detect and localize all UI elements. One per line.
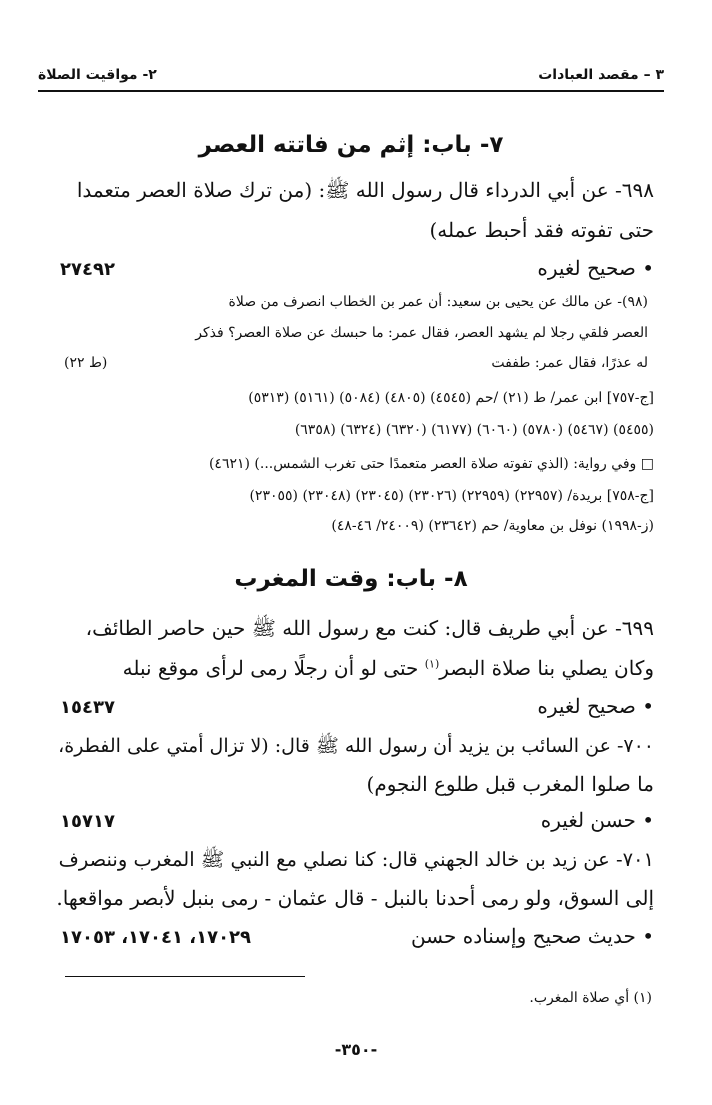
hadith-701-line-2: إلى السوق، ولو رمى أحدنا بالنبل - قال عثمان - رمى بنبل لأبصر مواقعها. [56, 886, 654, 910]
note-98-line-2: العصر فلقي رجلا لم يشهد العصر، فقال عمر: ما حبسك عن صلاة العصر؟ فذكر [195, 325, 648, 341]
note-98-ref: (ط ٢٢) [64, 355, 108, 371]
hadith-698-line-1: ٦٩٨- عن أبي الدرداء قال رسول الله ﷺ: (من ترك صلاة العصر متعمدا [76, 178, 654, 202]
note-98-text: له عذرًا، فقال عمر: طففت [491, 355, 648, 371]
hadith-698-line-2: حتى تفوته فقد أحبط عمله) [429, 218, 654, 242]
hadith-699-grade-row [60, 694, 654, 718]
hadith-700-number: ١٥٧١٧ [60, 811, 115, 832]
header-divider [38, 90, 664, 92]
hadith-699-number: ١٥٤٣٧ [60, 697, 115, 718]
hadith-701-grade-row [60, 924, 654, 948]
header-chapter: ٢- مواقيت الصلاة [38, 67, 157, 83]
hadith-699-line-2a: وكان يصلي بنا صلاة البصر [439, 656, 654, 680]
hadith-699-grade: • صحيح لغيره [537, 694, 654, 718]
hadith-701-line-1: ٧٠١- عن زيد بن خالد الجهني قال: كنا نصلي مع النبي ﷺ المغرب وننصرف [58, 848, 654, 871]
note-98-line-1: (٩٨)- عن مالك عن يحيى بن سعيد: أن عمر بن الخطاب انصرف من صلاة [228, 294, 648, 310]
page-number: -٣٥٠- [334, 1040, 378, 1059]
hadith-698-grade-row [60, 256, 654, 280]
hadith-700-grade-row [60, 808, 654, 832]
hadith-700-grade: • حسن لغيره [540, 808, 654, 832]
variant-narration: □ وفي رواية: (الذي تفوته صلاة العصر متعمدًا حتى تغرب الشمس...) (٤٦٢١) [208, 456, 654, 472]
hadith-699-line-1: ٦٩٩- عن أبي طريف قال: كنت مع رسول الله ﷺ حين حاصر الطائف، [85, 616, 654, 640]
header-book-part: ٣ – مقصد العبادات [538, 67, 664, 83]
running-header [38, 62, 664, 88]
refs-757-line-2: (٥٤٥٥) (٥٤٦٧) (٥٧٨٠) (٦٠٦٠) (٦١٧٧) (٦٣٢٠) (٦٣٢٤) (٦٣٥٨) [294, 422, 654, 438]
section-title-8: ٨- باب: وقت المغرب [234, 566, 468, 592]
refs-758-line-1: [ج-٧٥٨] بريدة/ (٢٢٩٥٧) (٢٢٩٥٩) (٢٣٠٢٦) (٢٣٠٤٥) (٢٣٠٤٨) (٢٣٠٥٥) [249, 488, 654, 504]
hadith-700-line-2: ما صلوا المغرب قبل طلوع النجوم) [366, 772, 654, 796]
hadith-701-number: ١٧٠٢٩، ١٧٠٤١، ١٧٠٥٣ [60, 927, 252, 948]
hadith-699-line-2b: حتى لو أن رجلًا رمى لرأى موقع نبله [122, 656, 425, 680]
note-98-line-3 [64, 355, 648, 371]
hadith-698-number: ٢٧٤٩٢ [60, 259, 115, 280]
footnote-marker: (١) [424, 657, 440, 671]
section-title-7: ٧- باب: إثم من فاتته العصر [198, 132, 504, 158]
hadith-698-grade: • صحيح لغيره [537, 256, 654, 280]
refs-758-line-2: (ز-١٩٩٨) نوفل بن معاوية/ حم (٢٣٦٤٢) (٢٤٠٠٩/ ٤٦-٤٨) [331, 518, 654, 534]
hadith-700-line-1: ٧٠٠- عن السائب بن يزيد أن رسول الله ﷺ قال: (لا تزال أمتي على الفطرة، [58, 735, 654, 757]
hadith-701-grade: • حديث صحيح وإسناده حسن [410, 924, 654, 948]
hadith-699-line-2 [48, 656, 654, 680]
footnote: (١) أي صلاة المغرب. [529, 990, 652, 1006]
refs-757-line-1: [ج-٧٥٧] ابن عمر/ ط (٢١) /حم (٤٥٤٥) (٤٨٠٥) (٥٠٨٤) (٥١٦١) (٥٣١٣) [248, 390, 654, 406]
footnote-divider [65, 976, 305, 977]
